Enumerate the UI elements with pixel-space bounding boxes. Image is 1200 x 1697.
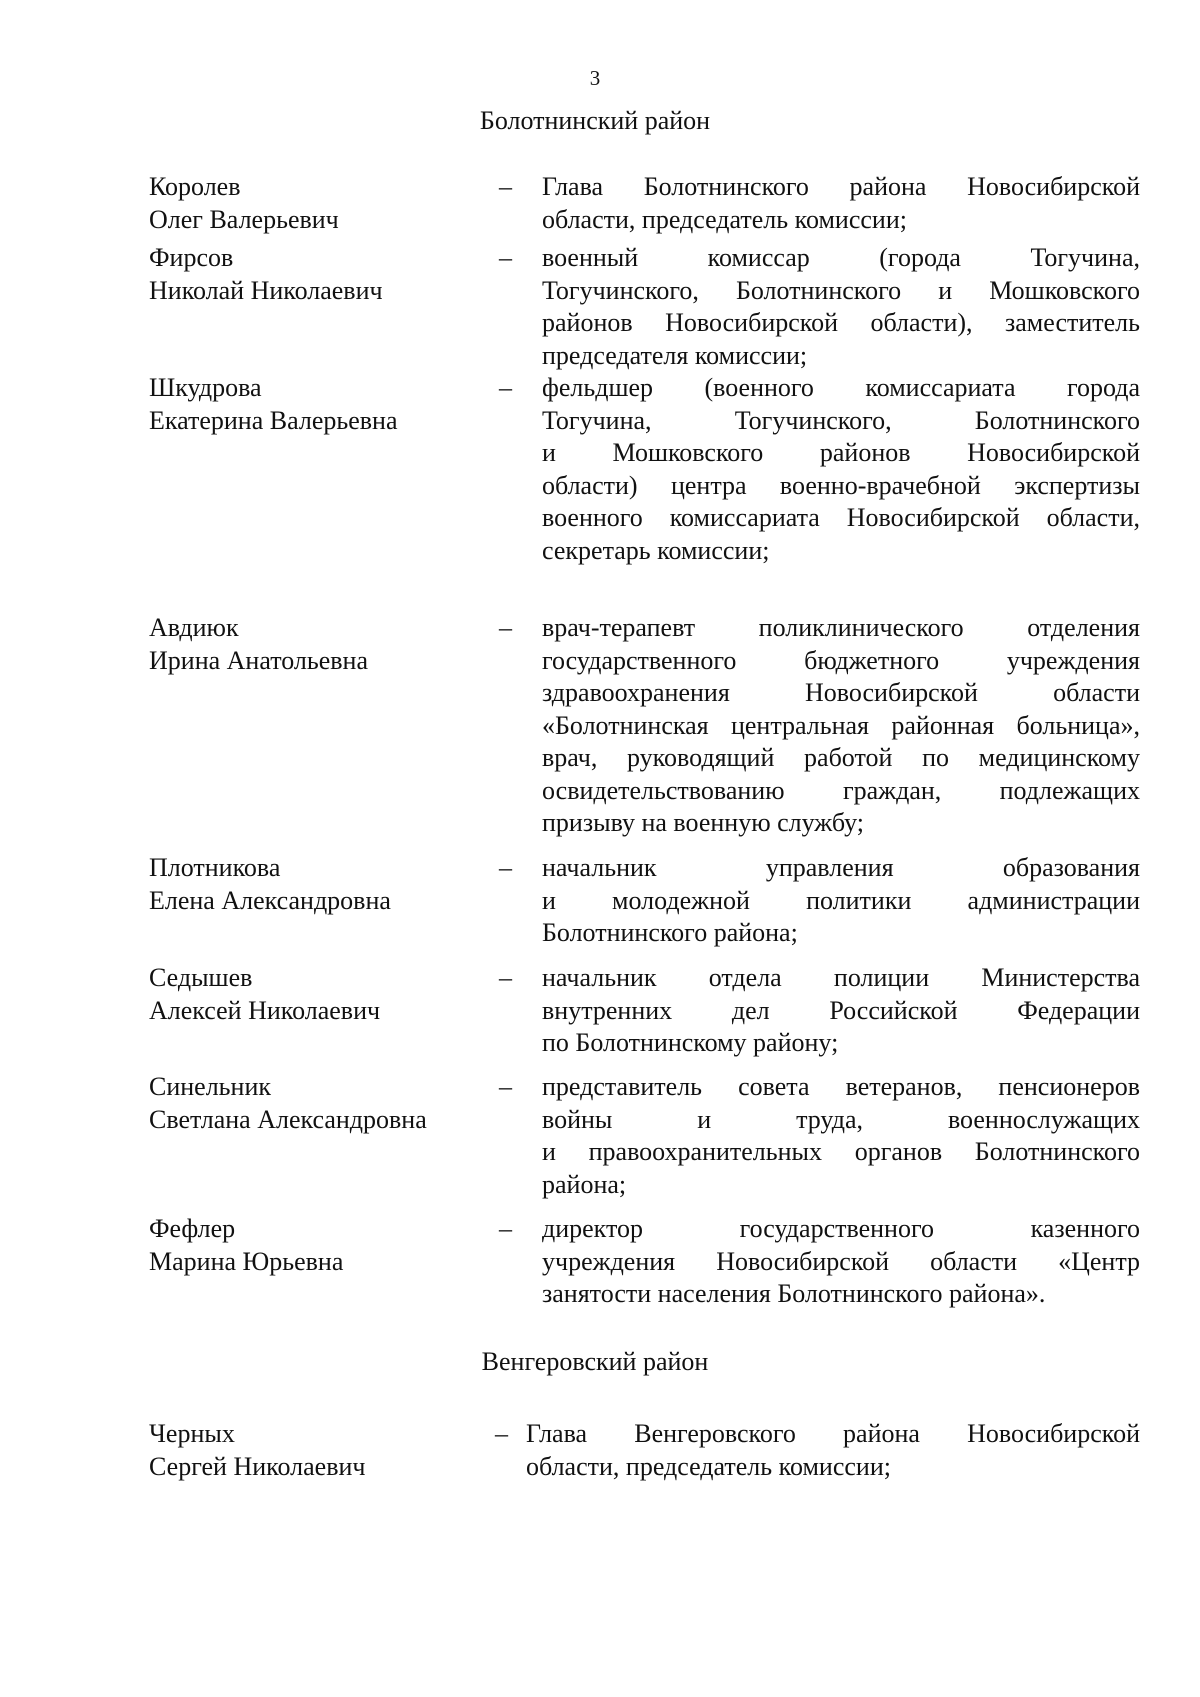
member-surname: Седышев <box>149 963 253 992</box>
role-line: и правоохранительных органов Болотнинского <box>542 1137 1140 1166</box>
role-line: врач-терапевт поликлинического отделения <box>542 613 1140 642</box>
role-line: и Мошковского районов Новосибирской <box>542 438 1140 467</box>
member-surname: Черных <box>149 1419 235 1448</box>
member-name <box>149 1213 489 1278</box>
role-line: занятости населения Болотнинского района». <box>542 1279 1046 1308</box>
member-role <box>542 1213 1140 1311</box>
role-line: государственного бюджетного учреждения <box>542 645 1140 675</box>
role-line: внутренних дел Российской Федерации <box>542 995 1140 1025</box>
role-line: представитель совета ветеранов, пенсионеров <box>542 1072 1140 1101</box>
member-given-names: Сергей Николаевич <box>149 1451 366 1481</box>
member-surname: Шкудрова <box>149 373 262 402</box>
member-dash: – <box>499 963 512 992</box>
member-name <box>149 242 489 307</box>
member-role <box>542 372 1140 567</box>
member-surname: Синельник <box>149 1072 272 1101</box>
role-line: военный комиссар (города Тогучина, <box>542 243 1140 272</box>
role-line: области) центра военно-врачебной экспертизы <box>542 470 1140 500</box>
member-role <box>526 1418 1140 1483</box>
member-dash: – <box>499 853 512 882</box>
member-dash: – <box>499 613 512 642</box>
member-role <box>542 962 1140 1060</box>
member-given-names: Олег Валерьевич <box>149 204 339 234</box>
role-line: учреждения Новосибирской области «Центр <box>542 1246 1140 1276</box>
member-name <box>149 372 489 437</box>
member-dash: – <box>499 373 512 402</box>
role-line: районов Новосибирской области), заместитель <box>542 308 1140 337</box>
member-given-names: Николай Николаевич <box>149 275 383 305</box>
member-dash: – <box>499 1072 512 1101</box>
role-line: начальник управления образования <box>542 853 1140 882</box>
role-line: по Болотнинскому району; <box>542 1028 839 1057</box>
role-line: «Болотнинская центральная районная больница», <box>542 710 1140 740</box>
role-line: председателя комиссии; <box>542 340 808 370</box>
role-line: Тогучина, Тогучинского, Болотнинского <box>542 405 1140 435</box>
member-given-names: Марина Юрьевна <box>149 1246 344 1276</box>
member-name <box>149 852 489 917</box>
role-line: и молодежной политики администрации <box>542 885 1140 915</box>
member-surname: Фефлер <box>149 1214 236 1243</box>
member-surname: Плотникова <box>149 853 281 882</box>
page-number: 3 <box>589 66 601 90</box>
member-given-names: Екатерина Валерьевна <box>149 405 398 435</box>
role-line: врач, руководящий работой по медицинскому <box>542 743 1140 772</box>
role-line: Болотнинского района; <box>542 918 798 947</box>
member-name <box>149 962 489 1027</box>
role-line: военного комиссариата Новосибирской области, <box>542 503 1140 532</box>
member-role <box>542 171 1140 236</box>
role-line: Тогучинского, Болотнинского и Мошковского <box>542 275 1140 305</box>
member-given-names: Ирина Анатольевна <box>149 645 368 675</box>
role-line: района; <box>542 1169 627 1199</box>
member-dash: – <box>499 1214 512 1243</box>
member-surname: Авдиюк <box>149 613 239 642</box>
member-dash: – <box>495 1419 508 1448</box>
member-name <box>149 171 489 236</box>
role-line: Глава Болотнинского района Новосибирской <box>542 172 1140 201</box>
member-given-names: Елена Александровна <box>149 885 391 915</box>
member-dash: – <box>499 243 512 272</box>
role-line: области, председатель комиссии; <box>526 1451 891 1481</box>
role-line: призыву на военную службу; <box>542 808 865 837</box>
member-name <box>149 1418 489 1483</box>
role-line: войны и труда, военнослужащих <box>542 1104 1140 1134</box>
member-role <box>542 242 1140 372</box>
member-dash: – <box>499 172 512 201</box>
member-given-names: Алексей Николаевич <box>149 995 381 1025</box>
role-line: области, председатель комиссии; <box>542 204 907 234</box>
member-surname: Королев <box>149 172 241 201</box>
member-role <box>542 612 1140 840</box>
member-name <box>149 1071 489 1136</box>
role-line: Глава Венгеровского района Новосибирской <box>526 1419 1140 1448</box>
member-surname: Фирсов <box>149 243 234 272</box>
role-line: секретарь комиссии; <box>542 535 770 565</box>
member-given-names: Светлана Александровна <box>149 1104 427 1134</box>
section-heading-vengerovsky: Венгеровский район <box>481 1347 709 1376</box>
role-line: начальник отдела полиции Министерства <box>542 963 1140 992</box>
role-line: здравоохранения Новосибирской области <box>542 678 1140 707</box>
section-heading-bolotninsky: Болотнинский район <box>479 106 711 135</box>
role-line: директор государственного казенного <box>542 1214 1140 1243</box>
member-name <box>149 612 489 677</box>
role-line: фельдшер (военного комиссариата города <box>542 373 1140 402</box>
member-role <box>542 852 1140 950</box>
role-line: освидетельствованию граждан, подлежащих <box>542 775 1140 805</box>
member-role <box>542 1071 1140 1201</box>
